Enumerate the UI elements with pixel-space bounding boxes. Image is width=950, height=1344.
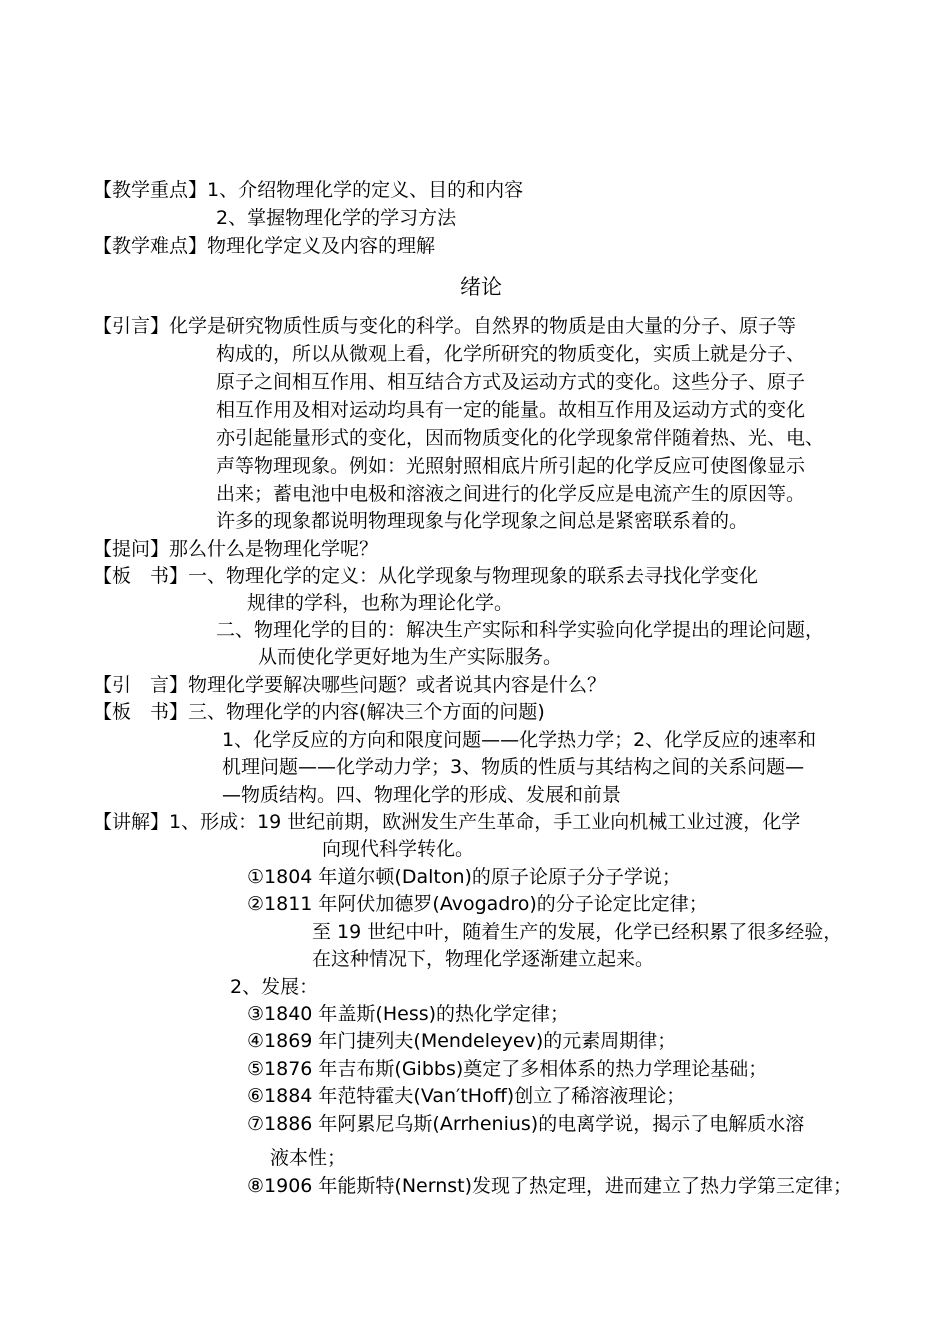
explain-line: 至 19 世纪中叶，随着生产的发展，化学已经积累了很多经验， [312, 921, 843, 943]
explain-line: ②1811 年阿伏加德罗(Avogadro)的分子论定比定律； [247, 893, 708, 915]
intro-line: 许多的现象都说明物理现象与化学现象之间总是紧密联系着的。 [216, 510, 749, 532]
intro-line: 亦引起能量形式的变化，因而物质变化的化学现象常伴随着热、光、电、 [216, 427, 825, 449]
board-line: 二、物理化学的目的：解决生产实际和科学实验向化学提出的理论问题， [216, 619, 825, 641]
explain-line: ⑦1886 年阿累尼乌斯(Arrhenius)的电离学说，揭示了电解质水溶 [247, 1113, 805, 1135]
intro-line: 构成的，所以从微观上看，化学所研究的物质变化，实质上就是分子、 [216, 343, 806, 365]
intro-line: 声等物理现象。例如：光照射照相底片所引起的化学反应可使图像显示 [216, 455, 806, 477]
board-line: 【板 书】三、物理化学的内容(解决三个方面的问题) [93, 701, 545, 723]
teaching-focus-line-1: 【教学重点】1、介绍物理化学的定义、目的和内容 [93, 179, 524, 201]
board-line: 机理问题——化学动力学；3、物质的性质与其结构之间的关系问题— [222, 756, 805, 778]
explain-line: ①1804 年道尔顿(Dalton)的原子论原子分子学说； [247, 866, 681, 888]
explain-line: 【讲解】1、形成：19 世纪前期，欧洲发生产生革命，手工业向机械工业过渡，化学 [93, 811, 801, 833]
explain-line: ④1869 年门捷列夫(Mendeleyev)的元素周期律； [247, 1030, 677, 1052]
intro-line: 相互作用及相对运动均具有一定的能量。故相互作用及运动方式的变化 [216, 399, 806, 421]
intro-line: 【引言】化学是研究物质性质与变化的科学。自然界的物质是由大量的分子、原子等 [93, 315, 797, 337]
board-line: 从而使化学更好地为生产实际服务。 [258, 646, 563, 668]
board-line: 【板 书】一、物理化学的定义：从化学现象与物理现象的联系去寻找化学变化 [93, 565, 759, 587]
section-title: 绪论 [460, 275, 502, 299]
explain-line: 2、发展： [230, 976, 319, 998]
explain-line: 在这种情况下，物理化学逐渐建立起来。 [312, 948, 655, 970]
board-line: —物质结构。四、物理化学的形成、发展和前景 [222, 784, 622, 806]
teaching-focus-line-2: 2、掌握物理化学的学习方法 [216, 207, 457, 229]
explain-line: 向现代科学转化。 [322, 838, 475, 860]
intro-line: 原子之间相互作用、相互结合方式及运动方式的变化。这些分子、原子 [216, 371, 806, 393]
explain-line: ⑤1876 年吉布斯(Gibbs)奠定了多相体系的热力学理论基础； [247, 1058, 768, 1080]
explain-line: 液本性； [270, 1147, 347, 1169]
board-line: 规律的学科，也称为理论化学。 [247, 592, 514, 614]
intro-line: 出来；蓄电池中电极和溶液之间进行的化学反应是电流产生的原因等。 [216, 483, 806, 505]
teaching-difficulty: 【教学难点】物理化学定义及内容的理解 [93, 235, 436, 257]
explain-line: ③1840 年盖斯(Hess)的热化学定律； [247, 1003, 570, 1025]
question-line: 【提问】那么什么是物理化学呢？ [93, 538, 379, 560]
explain-line: ⑥1884 年范特霍夫(Van′tHoff)创立了稀溶液理论； [247, 1085, 686, 1107]
board-line: 1、化学反应的方向和限度问题——化学热力学；2、化学反应的速率和 [222, 729, 817, 751]
explain-line: ⑧1906 年能斯特(Nernst)发现了热定理，进而建立了热力学第三定律； [247, 1175, 853, 1197]
intro2-line: 【引 言】物理化学要解决哪些问题？或者说其内容是什么？ [93, 674, 607, 696]
